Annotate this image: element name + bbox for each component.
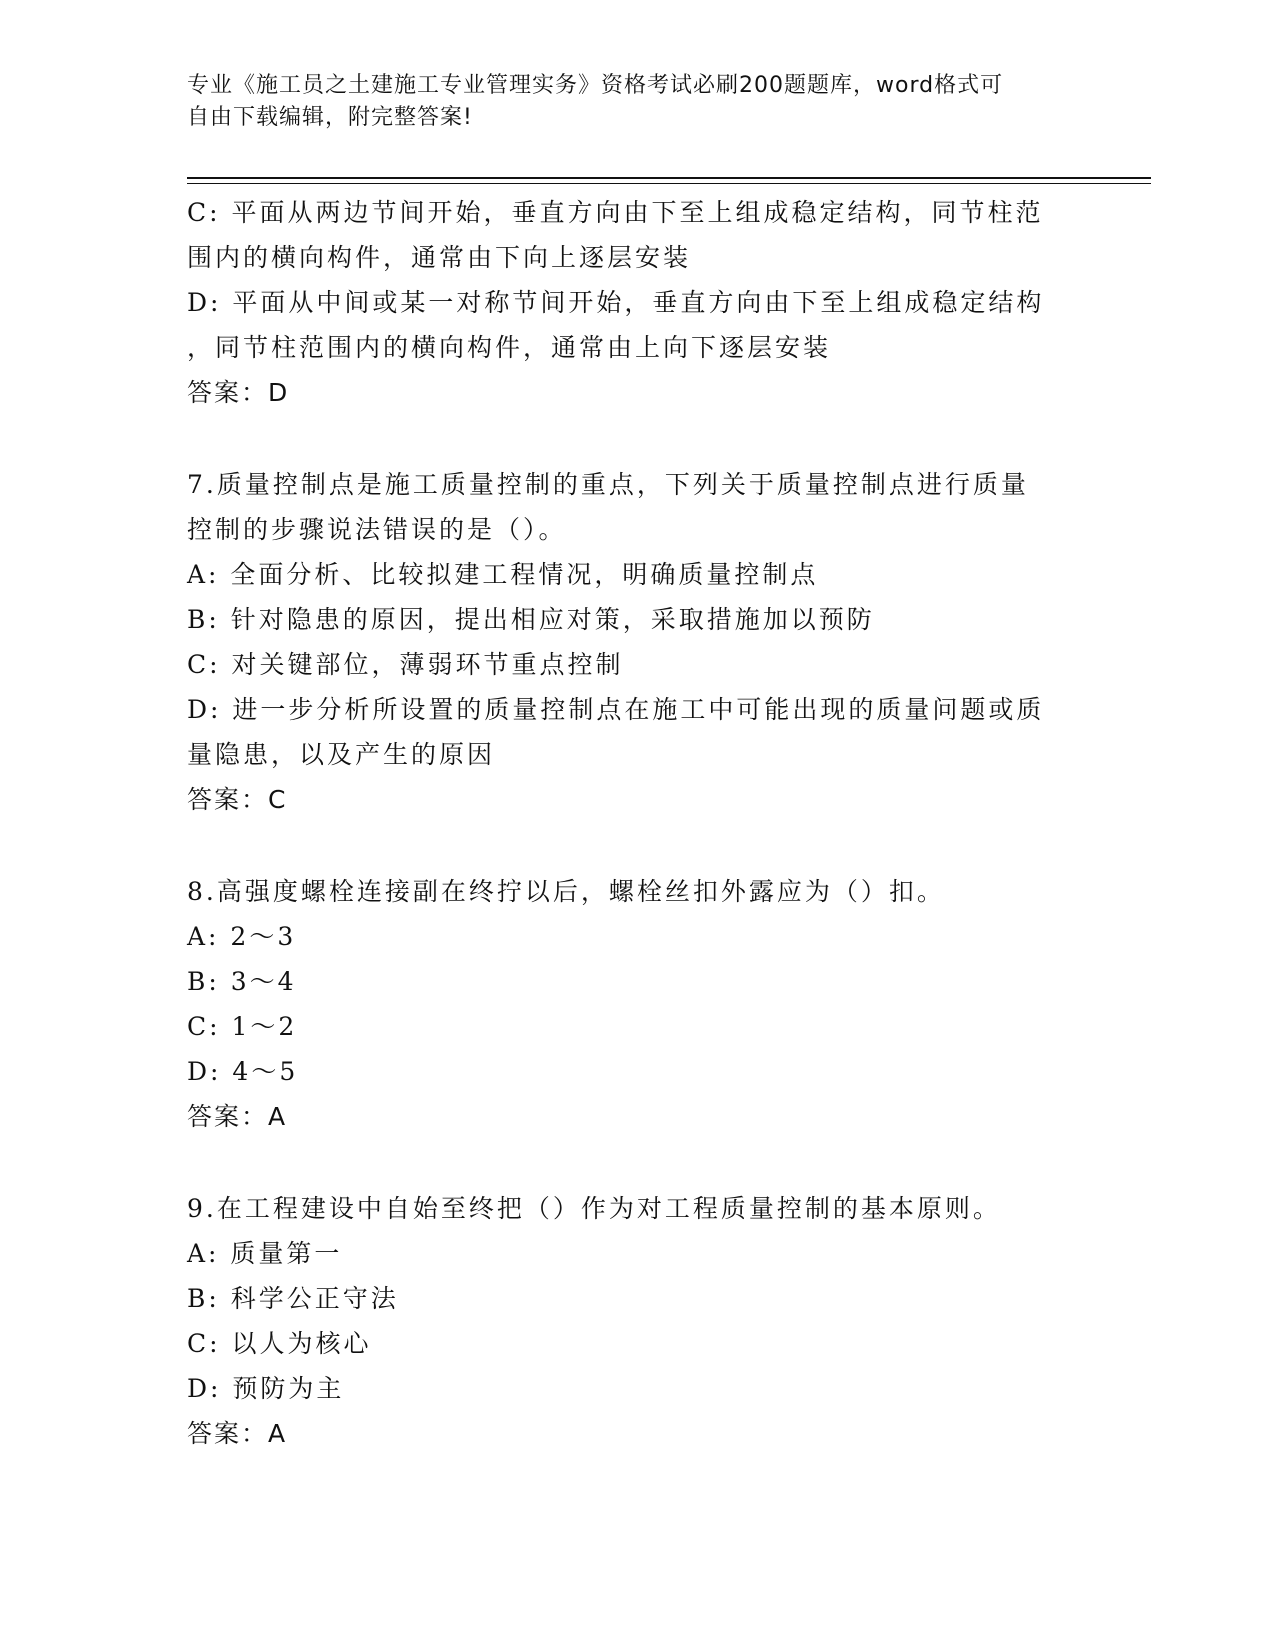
option-a: A: 全面分析、比较拟建工程情况，明确质量控制点 [187, 560, 819, 589]
option-c-continued: 围内的横向构件，通常由下向上逐层安装 [187, 243, 692, 272]
option-d: D: 平面从中间或某一对称节间开始，垂直方向由下至上组成稳定结构 [187, 288, 1045, 317]
answer: 答案：C [187, 785, 288, 814]
option-a: A: 质量第一 [187, 1239, 343, 1268]
answer: 答案：A [187, 1419, 288, 1448]
option-d-continued: ，同节柱范围内的横向构件，通常由上向下逐层安装 [187, 333, 832, 362]
question-9 [187, 1186, 1087, 1456]
question-content [187, 190, 1087, 1456]
option-c: C: 对关键部位，薄弱环节重点控制 [187, 650, 624, 679]
spacer [187, 1139, 1087, 1186]
document-header [187, 70, 1067, 134]
option-d: D: 4～5 [187, 1057, 299, 1086]
answer: 答案：A [187, 1102, 288, 1131]
header-title-line-2: 自由下载编辑，附完整答案! [187, 105, 473, 130]
option-a: A: 2～3 [187, 922, 297, 951]
question-stem: 8.高强度螺栓连接副在终拧以后，螺栓丝扣外露应为（）扣。 [187, 877, 945, 906]
option-c: C: 以人为核心 [187, 1329, 372, 1358]
option-b: B: 科学公正守法 [187, 1284, 399, 1313]
header-divider-thin [187, 183, 1151, 184]
question-stem: 9.在工程建设中自始至终把（）作为对工程质量控制的基本原则。 [187, 1194, 1001, 1223]
option-c: C: 平面从两边节间开始，垂直方向由下至上组成稳定结构，同节柱范 [187, 198, 1044, 227]
question-8 [187, 869, 1087, 1139]
option-d: D: 预防为主 [187, 1374, 345, 1403]
option-d: D: 进一步分析所设置的质量控制点在施工中可能出现的质量问题或质 [187, 695, 1045, 724]
header-divider-thick [187, 177, 1151, 179]
answer: 答案：D [187, 378, 290, 407]
option-b: B: 3～4 [187, 967, 297, 996]
option-c: C: 1～2 [187, 1012, 298, 1041]
question-stem-continued: 控制的步骤说法错误的是（）。 [187, 515, 567, 544]
question-6-continued [187, 190, 1087, 415]
spacer [187, 415, 1087, 462]
header-title-line-1: 专业《施工员之土建施工专业管理实务》资格考试必刷200题题库，word格式可 [187, 73, 1004, 98]
spacer [187, 822, 1087, 869]
option-b: B: 针对隐患的原因，提出相应对策，采取措施加以预防 [187, 605, 875, 634]
question-7 [187, 462, 1087, 822]
question-stem: 7.质量控制点是施工质量控制的重点，下列关于质量控制点进行质量 [187, 470, 1029, 499]
option-d-continued: 量隐患，以及产生的原因 [187, 740, 496, 769]
